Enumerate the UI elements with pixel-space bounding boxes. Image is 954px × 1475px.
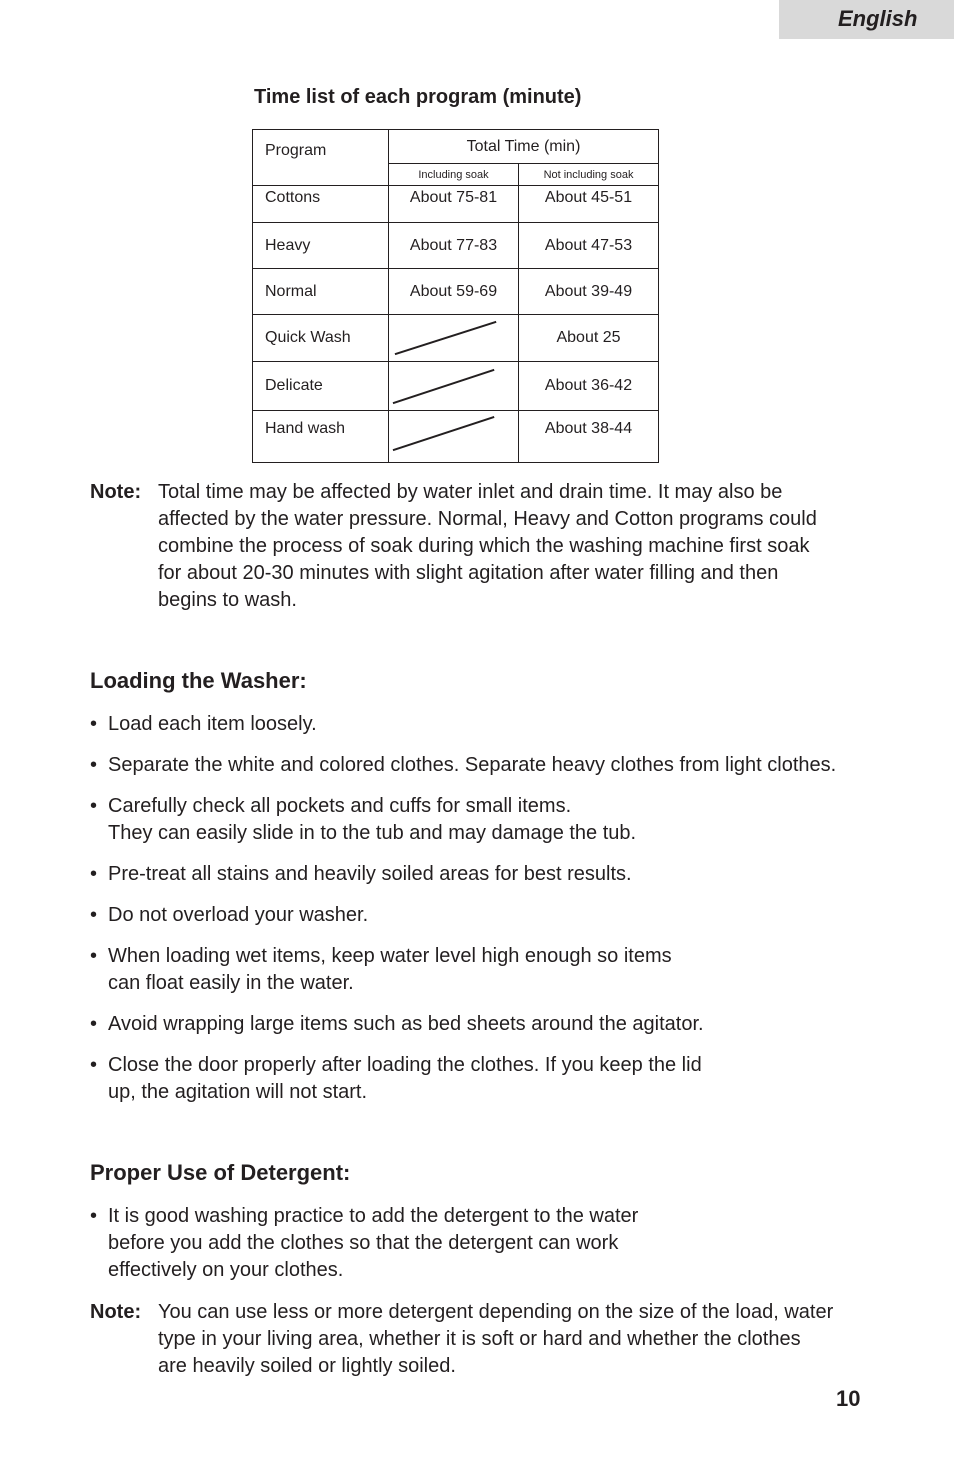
- bullet-line: before you add the clothes so that the detergent can work: [108, 1232, 619, 1254]
- subheader-including-soak: Including soak: [389, 164, 519, 186]
- bullet-line: up, the agitation will not start.: [108, 1081, 368, 1103]
- not-including-cell: About 39-49: [519, 269, 659, 315]
- program-cell: Hand wash: [253, 411, 389, 463]
- bullet-line: can float easily in the water.: [108, 972, 354, 994]
- program-cell: Heavy: [253, 223, 389, 269]
- bullet-icon: •: [90, 1205, 98, 1227]
- list-item: [90, 902, 836, 929]
- table-row: [253, 315, 659, 362]
- note-line: combine the process of soak during which the washing machine first soak: [158, 535, 810, 557]
- loading-bullet-list: [90, 711, 836, 1120]
- header-program: Program: [253, 130, 389, 186]
- note-total-time: [90, 479, 817, 614]
- not-applicable-cell: [389, 411, 519, 463]
- loading-washer-heading: Loading the Washer:: [90, 668, 307, 693]
- program-time-table: [252, 129, 659, 463]
- subheader-not-including-soak: Not including soak: [519, 164, 659, 186]
- diagonal-slash-icon: [389, 362, 518, 410]
- not-including-cell: About 25: [519, 315, 659, 362]
- bullet-icon: •: [90, 904, 98, 926]
- note-line: for about 20-30 minutes with slight agitation after water filling and then: [158, 562, 779, 584]
- including-cell: About 59-69: [389, 269, 519, 315]
- diagonal-slash-icon: [389, 411, 518, 462]
- list-item: [90, 1203, 638, 1284]
- bullet-line: It is good washing practice to add the detergent to the water: [108, 1205, 639, 1227]
- page-number: 10: [836, 1386, 861, 1411]
- bullet-line: Pre-treat all stains and heavily soiled areas for best results.: [108, 863, 632, 885]
- bullet-icon: •: [90, 713, 98, 735]
- detergent-heading: Proper Use of Detergent:: [90, 1160, 351, 1185]
- bullet-icon: •: [90, 754, 98, 776]
- not-applicable-cell: [389, 362, 519, 411]
- bullet-icon: •: [90, 863, 98, 885]
- bullet-icon: •: [90, 795, 98, 817]
- not-including-cell: About 38-44: [519, 411, 659, 463]
- bullet-line: Separate the white and colored clothes. Separate heavy clothes from light clothes.: [108, 754, 837, 776]
- note-line: begins to wash.: [158, 589, 297, 611]
- not-including-cell: About 45-51: [519, 186, 659, 223]
- program-time-table-wrap: [252, 129, 659, 463]
- table-row: [253, 269, 659, 315]
- note-label: Note:: [90, 481, 142, 503]
- list-item: [90, 943, 836, 997]
- bullet-line: Do not overload your washer.: [108, 904, 369, 926]
- note-line: type in your living area, whether it is soft or hard and whether the clothes: [158, 1328, 801, 1350]
- not-applicable-cell: [389, 315, 519, 362]
- program-cell: Cottons: [253, 186, 389, 223]
- bullet-icon: •: [90, 1054, 98, 1076]
- not-including-cell: About 36-42: [519, 362, 659, 411]
- table-row: [253, 186, 659, 223]
- table-row: [253, 362, 659, 411]
- bullet-line: Close the door properly after loading the clothes. If you keep the lid: [108, 1054, 702, 1076]
- diagonal-slash-icon: [389, 315, 518, 361]
- language-label: English: [838, 6, 918, 31]
- program-cell: Delicate: [253, 362, 389, 411]
- bullet-line: They can easily slide in to the tub and may damage the tub.: [108, 822, 637, 844]
- bullet-line: Carefully check all pockets and cuffs for small items.: [108, 795, 572, 817]
- bullet-line: Avoid wrapping large items such as bed sheets around the agitator.: [108, 1013, 704, 1035]
- list-item: [90, 793, 836, 847]
- note-line: affected by the water pressure. Normal, Heavy and Cotton programs could: [158, 508, 817, 530]
- program-cell: Quick Wash: [253, 315, 389, 362]
- note-detergent: [90, 1299, 833, 1380]
- note-line: are heavily soiled or lightly soiled.: [158, 1355, 456, 1377]
- list-item: [90, 711, 836, 738]
- table-title: Time list of each program (minute): [254, 86, 582, 108]
- bullet-icon: •: [90, 1013, 98, 1035]
- program-cell: Normal: [253, 269, 389, 315]
- header-total-time: Total Time (min): [389, 130, 659, 164]
- list-item: [90, 1011, 836, 1038]
- note-line: You can use less or more detergent depending on the size of the load, water: [158, 1301, 834, 1323]
- bullet-line: effectively on your clothes.: [108, 1259, 344, 1281]
- detergent-bullet-list: [90, 1203, 638, 1298]
- bullet-icon: •: [90, 945, 98, 967]
- list-item: [90, 1052, 836, 1106]
- list-item: [90, 861, 836, 888]
- table-row: [253, 411, 659, 463]
- note-line: Total time may be affected by water inlet and drain time. It may also be: [158, 481, 783, 503]
- bullet-line: When loading wet items, keep water level high enough so items: [108, 945, 672, 967]
- including-cell: About 77-83: [389, 223, 519, 269]
- note-label: Note:: [90, 1301, 142, 1323]
- bullet-line: Load each item loosely.: [108, 713, 317, 735]
- including-cell: About 75-81: [389, 186, 519, 223]
- language-tab: [779, 0, 954, 39]
- table-header-row: [253, 130, 659, 164]
- table-row: [253, 223, 659, 269]
- not-including-cell: About 47-53: [519, 223, 659, 269]
- list-item: [90, 752, 836, 779]
